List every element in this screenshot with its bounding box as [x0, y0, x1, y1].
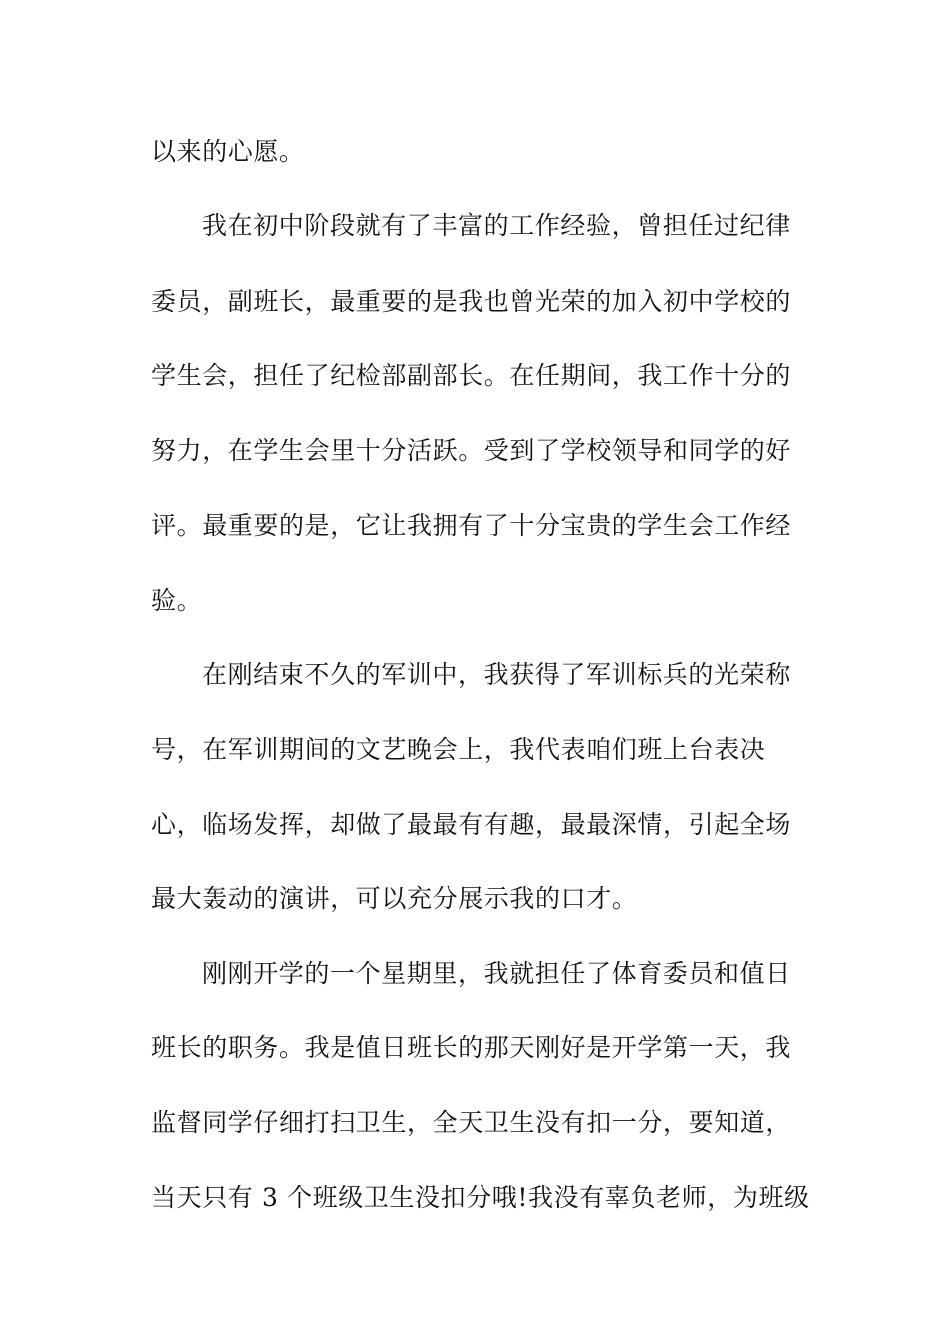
text-line: 班长的职务。我是值日班长的那天刚好是开学第一天，我 [151, 1033, 792, 1062]
text-line: 监督同学仔细打扫卫生，全天卫生没有扣一分，要知道， [151, 1108, 792, 1137]
text-line: 学生会，担任了纪检部副部长。在任期间，我工作十分的 [151, 361, 792, 390]
text-line: 心，临场发挥，却做了最最有有趣，最最深情，引起全场 [151, 810, 792, 839]
text-line: 委员，副班长，最重要的是我也曾光荣的加入初中学校的 [151, 287, 792, 316]
paragraph-start-line: 我在初中阶段就有了丰富的工作经验，曾担任过纪律 [202, 211, 791, 240]
paragraph-start-line: 刚刚开学的一个星期里，我就担任了体育委员和值日 [202, 959, 791, 988]
paragraph-start-line: 在刚结束不久的军训中，我获得了军训标兵的光荣称 [202, 660, 791, 689]
text-line: 号，在军训期间的文艺晚会上，我代表咱们班上台表决 [151, 735, 766, 764]
text-line: 验。 [151, 586, 203, 615]
text-line: 最大轰动的演讲，可以充分展示我的口才。 [151, 884, 638, 913]
text-line: 以来的心愿。 [151, 137, 305, 166]
text-line: 当天只有 3 个班级卫生没扣分哦!我没有辜负老师，为班级 [151, 1183, 810, 1212]
text-line: 评。最重要的是，它让我拥有了十分宝贵的学生会工作经 [151, 511, 792, 540]
text-line: 努力，在学生会里十分活跃。受到了学校领导和同学的好 [151, 436, 792, 465]
